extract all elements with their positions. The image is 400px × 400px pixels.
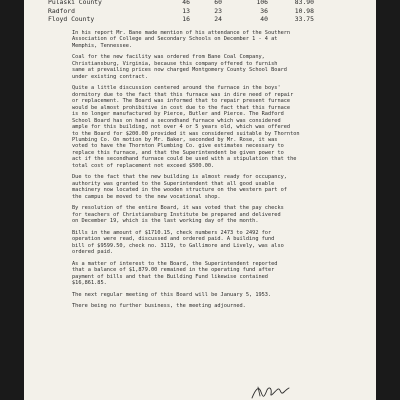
enrollment-table [48, 0, 348, 24]
table-cell: 60 [214, 0, 222, 6]
paragraph-southern-association: In his report Mr. Bane made mention of his attendance of the Southern Association of College and Secondary Schools on December 1 - 4 at Memphis, Tennessee. [72, 30, 291, 49]
paragraph-next-meeting: The next regular meeting of this Board will be January 5, 1953. [72, 291, 272, 298]
table-cell: 23 [214, 6, 222, 15]
paragraph-adjourned: There being no further business, the meeting adjourned. [72, 303, 246, 310]
county-name: Radford [48, 6, 75, 15]
table-row [48, 7, 348, 16]
table-cell: 24 [214, 15, 222, 23]
table-cell: 83.90 [294, 0, 314, 6]
signature-mark [250, 384, 290, 400]
minutes-body [72, 30, 358, 315]
table-cell: 33.75 [294, 15, 314, 23]
table-row [48, 15, 348, 24]
paragraph-machinery: Due to the fact that the new building is almost ready for occupancy, authority was granted to the Superintendent that all good usable machinery now located in the wooden structure on the western part of the campus be moved to the new vocational shop. [72, 174, 287, 200]
county-name: Floyd County [48, 15, 95, 23]
table-cell: 36 [260, 6, 268, 15]
paragraph-balance: As a matter of interest to the Board, the Superintendent reported that a balance of $1,879.00 remained in the operating fund after payment of bills and that the Building Fund likewise contained $16,861.85. [72, 260, 278, 286]
table-cell: 13 [182, 6, 190, 15]
paragraph-coal-order: Coal for the new facility was ordered from Bane Coal Company, Christiansburg, Virginia, because this company offered to furnish same at prevailing prices now charged Montgomery County School Board under existing contract. [72, 54, 287, 80]
table-cell: 46 [182, 0, 190, 6]
table-cell: 10.98 [294, 6, 314, 15]
table-cell: 106 [256, 0, 268, 6]
county-name: Pulaski County [48, 0, 102, 6]
document-page [24, 0, 376, 400]
paragraph-bills: Bills in the amount of $1710.15, check numbers 2473 to 2492 for operation were read, discussed and ordered paid. A building fund bill of $9599.50, check no. 3119, to Gallimore and Lively, was also ordered paid. [72, 229, 284, 256]
paragraph-furnace: Quite a little discussion centered around the furnace in the boys' dormitory due to the fact that this furnace was in dire need of repair or replacement. The Board was informed that to repair present furnace would be almost prohibitive in cost due to the fact that this furnace is no longer manufactured by Pierce, Butler and Pierce. The Radford School Board has on hand a secondhand furnace which was considered ample for this building, not over 4 or 5 years old, which was offered to the Board for $200.00 provided it was considered suitable by Thornton Plumbing Co. On motion by Mr. Baker, seconded by Mr. Rose, it was voted to have the Thornton Plumbing Co. give estimates necessary to replace this furnace, and that the Superintendent be given power to act if the secondhand furnace could be used with a stipulation that the total cost of replacement not exceed $500.00. [72, 85, 300, 169]
table-cell: 16 [182, 15, 190, 23]
table-cell: 40 [260, 15, 268, 23]
paragraph-pay-checks: By resolution of the entire Board, it was voted that the pay checks for teachers of Christiansburg Institute be prepared and delivered on December 19, which is the last working day of the month. [72, 205, 284, 225]
